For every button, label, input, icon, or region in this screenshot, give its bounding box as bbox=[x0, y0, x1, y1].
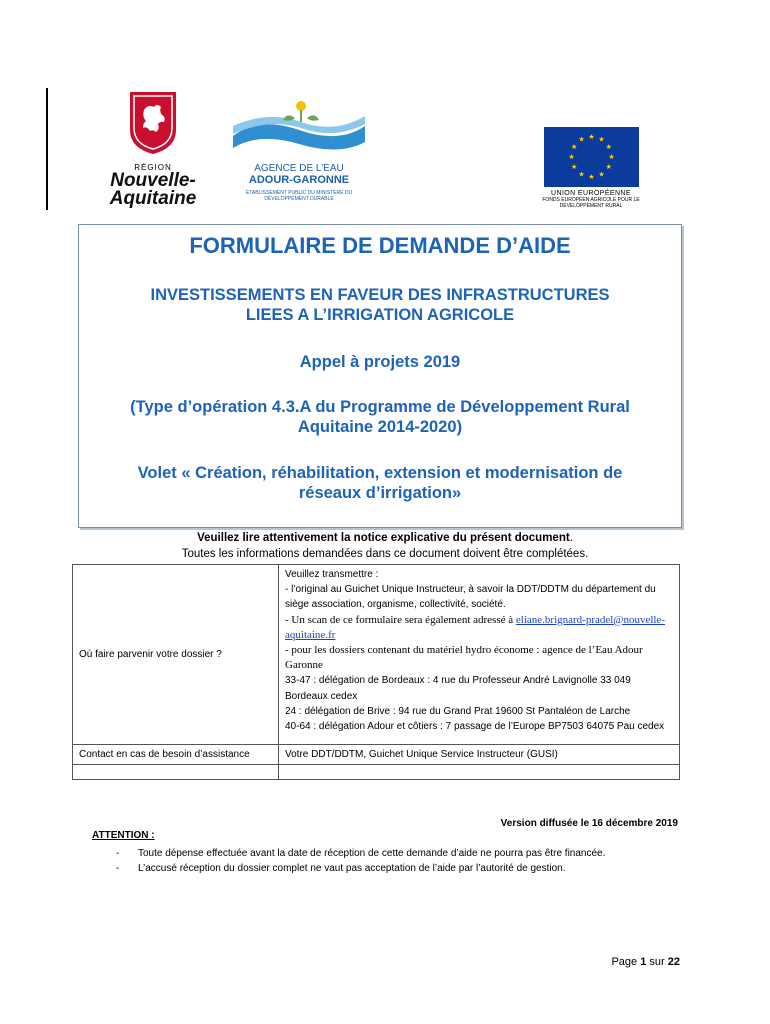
agence-line2: ADOUR-GARONNE bbox=[248, 174, 350, 186]
notice-bold: Veuillez lire attentivement la notice explicative du présent document bbox=[197, 532, 570, 544]
page-total: 22 bbox=[667, 956, 680, 968]
margin-rule bbox=[46, 88, 48, 210]
empty-cell bbox=[279, 765, 680, 780]
attention-item-text: L’accusé réception du dossier complet ne vaut pas acceptation de l’aide par l’autorité de gestion. bbox=[138, 863, 566, 874]
envoi-line: 40-64 : délégation Adour et côtiers : 7 passage de l’Europe BP7503 64075 Pau cedex bbox=[285, 721, 665, 733]
attention-list bbox=[116, 846, 681, 876]
envoi-line: 24 : délégation de Brive : 94 rue du Grand Prat 19600 St Pantaléon de Larche bbox=[285, 705, 631, 717]
scan-text: - Un scan de ce formulaire sera également adressé à bbox=[285, 613, 516, 626]
form-heading: FORMULAIRE DE DEMANDE D’AIDE bbox=[189, 233, 571, 258]
svg-text:★: ★ bbox=[570, 143, 577, 151]
envoi-line: - pour les dossiers contenant du matériel hydro économe : agence de l’Eau Adour Garonne bbox=[285, 644, 643, 672]
appel-a-projets: Appel à projets 2019 bbox=[299, 353, 461, 371]
form-subtitle bbox=[79, 285, 681, 325]
subtitle-line1: INVESTISSEMENTS EN FAVEUR DES INFRASTRUCTURES bbox=[150, 286, 610, 304]
svg-text:★: ★ bbox=[587, 133, 595, 141]
region-nouvelle-aquitaine-logo bbox=[98, 90, 208, 210]
svg-text:★: ★ bbox=[587, 173, 595, 181]
email-link[interactable]: eliane.brignard-pradel@nouvelle-aquitaine.fr bbox=[285, 613, 665, 641]
svg-text:★: ★ bbox=[607, 153, 615, 161]
type-operation bbox=[79, 397, 681, 437]
row-value-contact: Votre DDT/DDTM, Guichet Unique Service Instructeur (GUSI) bbox=[279, 745, 680, 765]
water-wave-icon bbox=[229, 96, 369, 158]
list-item: - L’accusé réception du dossier complet ne vaut pas acceptation de l’aide par l’autorité de gestion. bbox=[116, 863, 566, 874]
eu-line2: FONDS EUROPÉEN AGRICOLE POUR LE DÉVELOPPEMENT RURAL bbox=[542, 197, 640, 209]
volet bbox=[79, 463, 681, 503]
region-name-line2: Aquitaine bbox=[109, 188, 197, 209]
page-current: 1 bbox=[640, 956, 647, 968]
attention-label: ATTENTION : bbox=[92, 830, 155, 841]
agence-line1: AGENCE DE L’EAU bbox=[254, 163, 344, 174]
type-line1: (Type d’opération 4.3.A du Programme de Développement Rural bbox=[130, 398, 630, 416]
envoi-line: - l’original au Guichet Unique Instructeur, à savoir la DDT/DDTM du département du siège association, organisme, collectivité, société. bbox=[285, 584, 656, 611]
list-item: - Toute dépense effectuée avant la date de réception de cette demande d’aide ne pourra pas être financée. bbox=[116, 848, 606, 859]
svg-text:★: ★ bbox=[605, 163, 612, 171]
svg-text:★: ★ bbox=[577, 135, 585, 144]
volet-line1: Volet « Création, réhabilitation, extension et modernisation de bbox=[137, 464, 623, 482]
region-kicker: RÉGION bbox=[134, 163, 172, 172]
eu-line1: UNION EUROPÉENNE bbox=[551, 190, 631, 197]
agence-line3: ÉTABLISSEMENT PUBLIC DU MINISTÈRE DU DÉVELOPPEMENT DURABLE bbox=[245, 190, 353, 202]
subtitle-line2: LIEES A L’IRRIGATION AGRICOLE bbox=[245, 306, 515, 324]
info-table bbox=[72, 564, 680, 780]
table-row bbox=[73, 745, 680, 765]
version-date: Version diffusée le 16 décembre 2019 bbox=[500, 818, 678, 829]
union-europeenne-logo bbox=[540, 127, 642, 217]
svg-text:★: ★ bbox=[605, 143, 612, 151]
envoi-line: 33-47 : délégation de Bordeaux : 4 rue du Professeur André Lavignolle 33 049 Bordeaux cedex bbox=[285, 675, 631, 702]
svg-text:★: ★ bbox=[597, 170, 605, 179]
title-box bbox=[78, 224, 682, 528]
table-row bbox=[73, 765, 680, 780]
eu-flag-icon bbox=[544, 127, 639, 187]
spacer bbox=[285, 734, 673, 742]
page-number bbox=[611, 956, 680, 968]
type-line2: Aquitaine 2014-2020) bbox=[297, 418, 463, 436]
envoi-line-scan bbox=[285, 613, 673, 643]
svg-text:★: ★ bbox=[597, 135, 605, 144]
volet-line2: réseaux d’irrigation» bbox=[298, 484, 462, 502]
svg-text:★: ★ bbox=[570, 163, 577, 171]
region-name-line1: Nouvelle- bbox=[110, 170, 196, 191]
empty-cell bbox=[73, 765, 279, 780]
agence-eau-adour-garonne-logo bbox=[228, 96, 370, 214]
row-label-envoi: Où faire parvenir votre dossier ? bbox=[73, 565, 279, 745]
table-row bbox=[73, 565, 680, 745]
notice-line2: Toutes les informations demandées dans ce document doivent être complétées. bbox=[181, 548, 589, 560]
svg-text:★: ★ bbox=[567, 153, 575, 161]
row-value-envoi bbox=[279, 565, 680, 745]
notice-period: . bbox=[569, 532, 573, 544]
envoi-line: Veuillez transmettre : bbox=[285, 569, 379, 580]
page-sep: sur bbox=[649, 956, 665, 968]
notice-line1 bbox=[0, 532, 770, 544]
row-label-contact: Contact en cas de besoin d’assistance bbox=[73, 745, 279, 765]
page-prefix: Page bbox=[611, 956, 638, 968]
svg-text:★: ★ bbox=[577, 170, 585, 179]
region-crest-icon bbox=[128, 90, 178, 156]
attention-item-text: Toute dépense effectuée avant la date de réception de cette demande d’aide ne pourra pas être financée. bbox=[138, 848, 606, 859]
